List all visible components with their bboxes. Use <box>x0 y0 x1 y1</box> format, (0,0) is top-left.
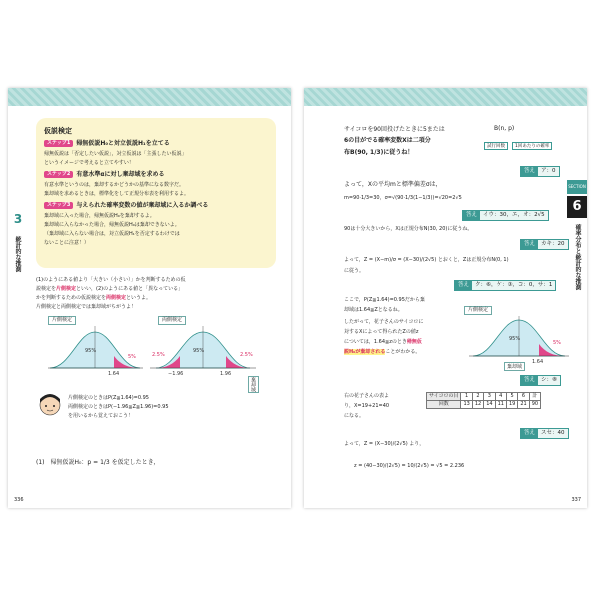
table-cell: 1 <box>461 393 472 401</box>
step3-body-3: （棄却域に入らない場合は，対立仮説H₁を否定するわけでは <box>44 231 180 237</box>
step2-body-1: 有意水準というのは，棄却するかどうかの基準になる数字だ。 <box>44 182 185 188</box>
right-graph-center-pct: 95% <box>509 336 521 342</box>
para-2a: 説検定を <box>36 286 57 292</box>
answer-6 <box>520 428 569 439</box>
table-cell: 3 <box>484 393 495 401</box>
line-1: サイコロを90回投げたときに5または <box>344 126 445 133</box>
chapter-title: 統計的な推測 <box>14 236 21 272</box>
right-graph-title: 片側検定 <box>464 306 492 315</box>
answer-4-value: ク：⑥，ケ：③，コ：0，サ：1 <box>475 282 553 288</box>
page-number-left: 336 <box>14 497 24 503</box>
answer-4 <box>454 280 556 291</box>
para-2 <box>36 285 183 293</box>
para-1: (1)のようにある値より「大きい（小さい）」かを判断するための仮 <box>36 277 186 283</box>
table-cell: 計 <box>529 393 540 401</box>
answer-3 <box>520 239 569 250</box>
one-sided-center-pct: 95% <box>85 348 97 354</box>
para-2c: といい，(2)のようにある値と「異なっている」 <box>76 286 184 292</box>
table-cell: 回数 <box>427 401 461 409</box>
step1-badge: ステップ1 <box>44 140 73 147</box>
line-13 <box>344 338 422 346</box>
answer-1 <box>520 166 560 177</box>
line-5: m=90·1/3=30，σ=√(90·1/3(1−1/3))=√20=2√5 <box>344 195 462 201</box>
answer-6-value: スセ：40 <box>541 430 565 436</box>
note-2: 両側検定のときはP(−1.96≦Z≦1.96)=0.95 <box>68 404 169 410</box>
right-page <box>304 88 587 508</box>
header-band <box>8 88 291 106</box>
line-13a: については，1.64≦zのとき <box>344 339 407 345</box>
answer-2-tag: 答え <box>463 211 480 220</box>
line-16: り，X=19+21=40 <box>344 403 390 409</box>
reject-region-label: 棄却域 <box>248 376 259 393</box>
table-cell: 12 <box>472 401 483 409</box>
table-cell: 4 <box>495 393 506 401</box>
note-3: を用いるから覚えておこう！ <box>68 413 134 419</box>
line-14 <box>344 348 420 356</box>
answer-2-value: イウ：30，エ，オ：2√5 <box>483 212 545 218</box>
dice-table <box>426 392 541 409</box>
binomial-prob: 1回あたりの確率 <box>512 142 552 150</box>
right-graph-tick: 1.64 <box>532 359 544 365</box>
line-11: したがって，花子さんのサイコロに <box>344 319 424 325</box>
para-3 <box>36 294 151 302</box>
step3 <box>44 201 208 210</box>
line-7: よって，Z = (X−m)/σ = (X−30)/(2√5) とおくと，Zは正規分布N(0, 1) <box>344 257 509 263</box>
chapter-title-right: 確率分布と統計的な推測 <box>574 224 581 290</box>
line-10: 却域は1.64≦Zとなるね。 <box>344 307 403 313</box>
one-sided-term: 片側検定 <box>56 286 77 292</box>
one-sided-title: 片側検定 <box>48 316 76 325</box>
step2-text: 有意水準αに対し棄却域を求める <box>76 171 165 178</box>
line-4: よって，Xの平均mと標準偏差σは， <box>344 181 442 188</box>
table-cell: 2 <box>472 393 483 401</box>
two-sided-graph <box>148 326 258 376</box>
step1-body-1: 帰無仮説は「否定したい仮説」，対立仮説は「主張したい仮説」 <box>44 151 187 157</box>
step2-body-2: 棄却域を求めるときは，標準化をして正規分布表を利用するよ。 <box>44 191 190 197</box>
para-3c: というよ。 <box>126 295 152 301</box>
right-graph-tail-pct: 5% <box>553 340 561 346</box>
step3-body-2: 棄却域に入らなかった場合，帰無仮説H₀は棄却できないよ。 <box>44 222 180 228</box>
two-sided-left-pct: 2.5% <box>152 352 165 358</box>
answer-3-tag: 答え <box>521 240 538 249</box>
section-label: SECTION <box>567 180 587 194</box>
right-reject-label: 棄却域 <box>504 362 525 371</box>
table-cell: 14 <box>484 401 495 409</box>
note-1: 片側検定のときはP(Z≦1.64)=0.95 <box>68 395 149 401</box>
line-13b: 帰無仮 <box>406 339 422 345</box>
table-row <box>427 401 541 409</box>
answer-5-tag: 答え <box>521 376 538 385</box>
line-9: ここで，P(Z≦1.64)=0.95だから棄 <box>344 297 425 303</box>
step3-text: 与えられた確率変数の値が棄却域に入るか調べる <box>76 202 209 209</box>
table-cell: 6 <box>518 393 529 401</box>
line-12: 対するXによって得られたZの値z <box>344 329 419 335</box>
line-2: 6の目がでる確率変数Xは二項分 <box>344 137 431 144</box>
answer-4-tag: 答え <box>455 281 472 290</box>
binomial-trials: 試行回数 <box>484 142 508 150</box>
step1-text: 帰無仮説H₀と対立仮説H₁を立てる <box>76 140 170 147</box>
table-cell: 11 <box>495 401 506 409</box>
step3-badge: ステップ3 <box>44 202 73 209</box>
page-number-right: 337 <box>571 497 581 503</box>
chapter-number: 3 <box>8 210 28 228</box>
chapter-number-right: 6 <box>567 196 587 218</box>
line-14b: ことがわかる。 <box>385 349 421 355</box>
two-sided-title: 両側検定 <box>158 316 186 325</box>
line-3: 布B(90, 1/3)に従うね！ <box>344 149 414 156</box>
table-cell: 19 <box>506 401 517 409</box>
answer-3-value: カキ：20 <box>541 241 565 247</box>
two-sided-tick-right: 1.96 <box>220 371 232 376</box>
table-row <box>427 393 541 401</box>
step2-badge: ステップ2 <box>44 171 73 178</box>
step3-body-4: ないことに注意！） <box>44 240 90 246</box>
line-18: よって，Z = (X−30)/(2√5) より， <box>344 441 425 447</box>
step1-body-2: というイメージで考えると立てやすい！ <box>44 160 134 166</box>
answer-5-value: シ：⑧ <box>541 377 557 383</box>
summary-box <box>36 118 276 268</box>
para-3a: かを判断するための仮説検定を <box>36 295 107 301</box>
line-14a: 説H₀が棄却される <box>344 349 386 355</box>
answer-1-value: ア：0 <box>541 168 556 174</box>
binomial-label: B(n, p) <box>494 125 515 132</box>
para-4: 片側検定と両側検定では棄却域がちがうよ！ <box>36 304 137 310</box>
two-sided-right-pct: 2.5% <box>240 352 253 358</box>
box-title: 仮説検定 <box>44 127 72 135</box>
step2 <box>44 170 165 179</box>
one-sided-tick: 1.64 <box>108 371 120 376</box>
two-sided-term: 両側検定 <box>106 295 127 301</box>
question-1: (1) 帰無仮説H₀：p = 1/3 を仮定したとき， <box>36 459 160 466</box>
answer-5 <box>520 375 561 386</box>
answer-2 <box>462 210 549 221</box>
table-cell: 5 <box>506 393 517 401</box>
line-19: z = (40−30)/(2√5) = 10/(2√5) = √5 = 2.236 <box>354 463 465 469</box>
header-band-right <box>304 88 587 106</box>
answer-1-tag: 答え <box>521 167 538 176</box>
two-sided-center-pct: 95% <box>193 348 205 354</box>
left-page <box>8 88 291 508</box>
step1 <box>44 139 170 148</box>
one-sided-graph <box>48 326 143 376</box>
step3-body-1: 棄却域に入った場合，帰無仮説H₀を棄却するよ。 <box>44 213 155 219</box>
table-cell: 21 <box>518 401 529 409</box>
table-cell: 90 <box>529 401 540 409</box>
line-17: になる。 <box>344 413 365 419</box>
line-15: 右の花子さんの表よ <box>344 393 390 399</box>
line-6: 90は十分大きいから，Xは正規分布N(30, 20)に従うね。 <box>344 226 473 232</box>
one-sided-tail-pct: 5% <box>128 354 136 360</box>
right-one-sided-graph <box>469 316 569 366</box>
answer-6-tag: 答え <box>521 429 538 438</box>
two-sided-tick-left: −1.96 <box>168 371 184 376</box>
teacher-avatar <box>38 393 62 419</box>
line-8: に従う。 <box>344 268 365 274</box>
table-cell: サイコロの目 <box>427 393 461 401</box>
table-cell: 13 <box>461 401 472 409</box>
